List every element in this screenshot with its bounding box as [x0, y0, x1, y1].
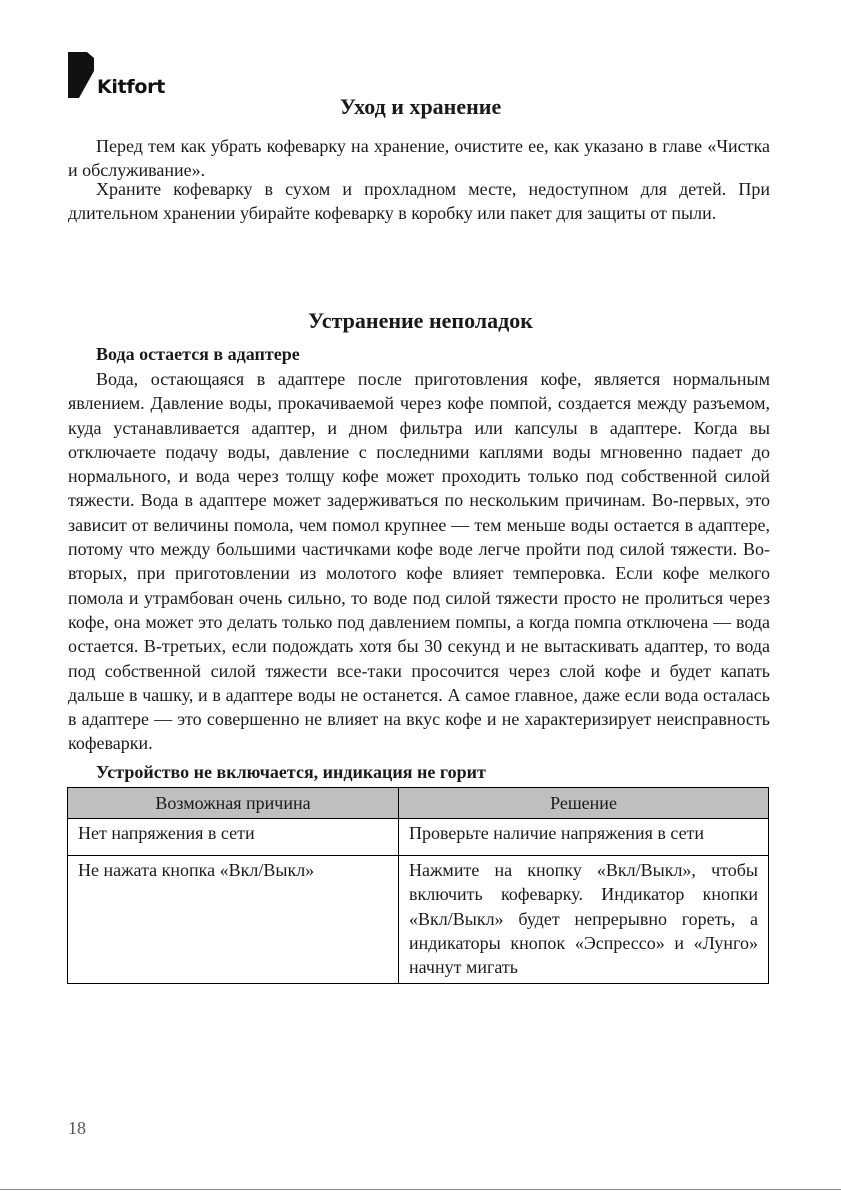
cause-cell: Нет напряжения в сети [68, 819, 399, 856]
table-row [68, 819, 769, 856]
care-paragraph-2: Храните кофеварку в сухом и прохладном месте, недоступном для детей. При длительном хранении убирайте кофеварку в коробку или пакет для защиты от пыли. [68, 179, 770, 224]
page-bottom-divider [0, 1189, 841, 1190]
care-paragraph-1: Перед тем как убрать кофеварку на хранение, очистите ее, как указано в главе «Чистка и обслуживание». [68, 136, 770, 181]
header-cause: Возможная причина [68, 788, 399, 819]
device-not-turning-on-heading: Устройство не включается, индикация не горит [96, 762, 486, 782]
troubleshooting-title: Устранение неполадок [308, 308, 533, 333]
table-header-row [68, 788, 769, 819]
header-solution: Решение [399, 788, 769, 819]
solution-cell: Нажмите на кнопку «Вкл/Выкл», чтобы включить кофеварку. Индикатор кнопки «Вкл/Выкл» будет непрерывно гореть, а индикаторы кнопок «Эспрессо» и «Лунго» начнут мигать [399, 856, 769, 984]
brand-name: Kitfort [97, 76, 165, 98]
page-number: 18 [68, 1118, 86, 1138]
table-row [68, 856, 769, 984]
solution-cell: Проверьте наличие напряжения в сети [399, 819, 769, 856]
water-in-adapter-text: Вода, остающаяся в адаптере после приготовления кофе, является нормальным явлением. Давление воды, прокачиваемой через кофе помпой, создается между разъемом, куда устанавливается адаптер, и дном фильтра или капсулы в адаптере. Когда вы отключаете подачу воды, давление с последними каплями воды мгновенно падает до нормального, и вода через толщу кофе может проходить только под собственной силой тяжести. Вода в адаптере может задерживаться по нескольким причинам. Во-первых, это зависит от величины помола, чем помол крупнее — тем меньше воды остается в адаптере, потому что между большими частичками кофе воде легче пройти под силой тяжести. Во-вторых, при приготовлении из молотого кофе влияет темперовка. Если кофе мелкого помола и утрамбован очень сильно, то воде под силой тяжести просто не пролиться через кофе, она может это делать только под давлением помпы, а когда помпа отключена — вода остается. В-третьих, если подождать хотя бы 30 секунд и не вытаскивать адаптер, то вода под собственной силой тяжести все-таки просочится через слой кофе и будет капать дальше в чашку, и в адаптере воды не останется. А самое главное, даже если вода осталась в адаптере — это совершенно не влияет на вкус кофе и не характеризирует неисправность кофеварки. [68, 369, 770, 754]
water-in-adapter-heading: Вода остается в адаптере [96, 344, 300, 364]
care-title: Уход и хранение [339, 94, 502, 119]
cause-cell: Не нажата кнопка «Вкл/Выкл» [68, 856, 399, 984]
fault-table [67, 787, 769, 984]
